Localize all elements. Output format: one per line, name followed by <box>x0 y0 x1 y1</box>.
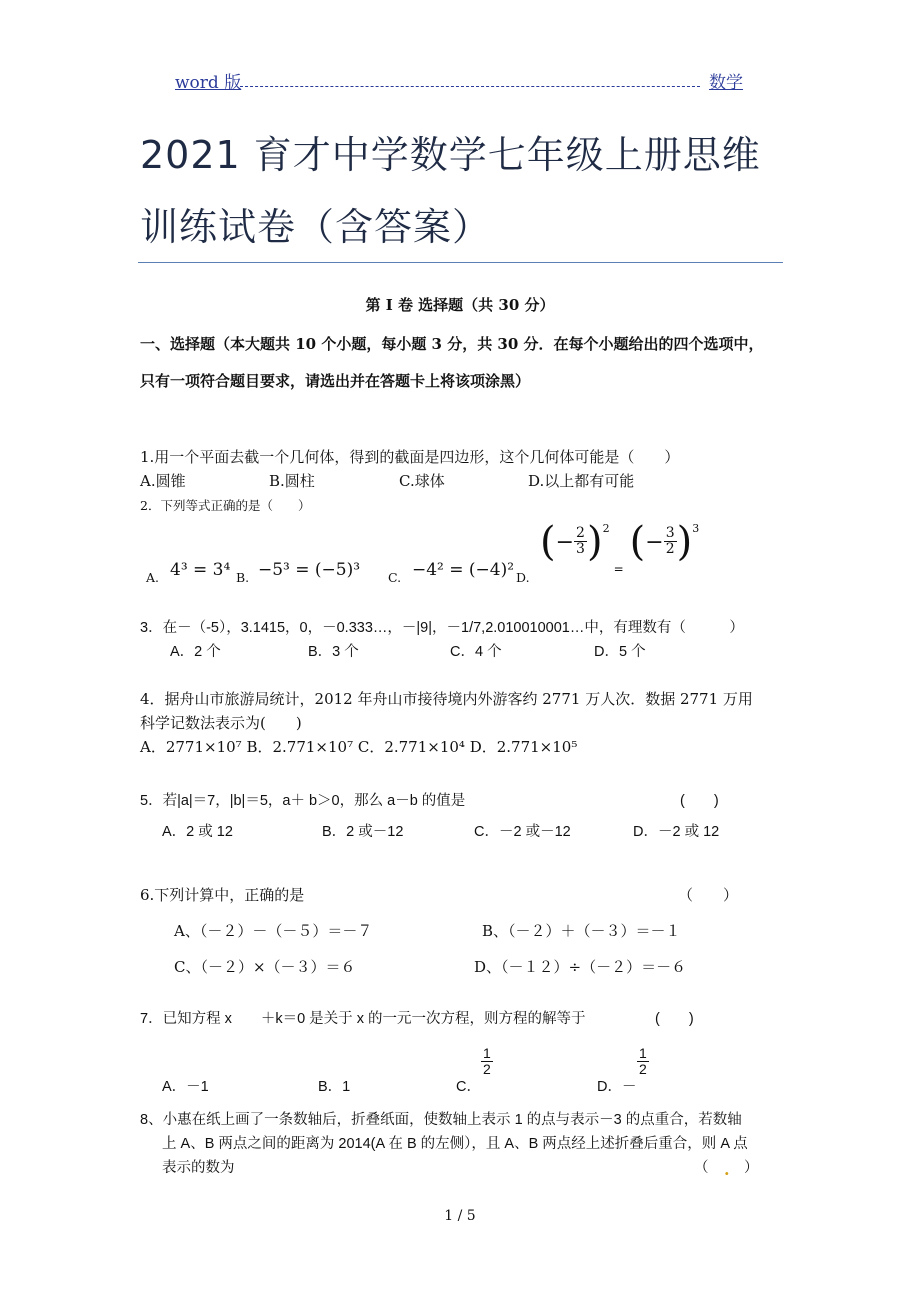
q2-option-a-expr: 4³ = 3⁴ <box>170 560 231 580</box>
section-heading: 第 I 卷 选择题（共 30 分） <box>365 296 555 314</box>
q8-stem-line3: 表示的数为 <box>162 1160 235 1176</box>
q3-option-a: A．2 个 <box>170 644 221 660</box>
q7-stem: 7．已知方程 x ＋k＝0 是关于 x 的一元一次方程，则方程的解等于 <box>140 1011 586 1027</box>
q7-option-b: B．1 <box>318 1079 351 1095</box>
page-number: 1 / 5 <box>444 1208 476 1224</box>
q6-option-d: D、（－１２）÷（－２）＝－６ <box>474 958 687 976</box>
q5-option-d: D．－2 或 12 <box>633 824 720 840</box>
q5-stem: 5．若|a|＝7，|b|＝5，a＋ b＞0，那么 a－b 的值是 <box>140 793 466 809</box>
q3-option-d: D．5 个 <box>594 644 646 660</box>
q1-stem: 1.用一个平面去截一个几何体，得到的截面是四边形，这个几何体可能是（ ） <box>140 448 680 466</box>
q3-stem: 3．在－（-5），3.1415，0，－0.333…，－|9|，－1/7,2.010010001…中，有理数有（ ） <box>140 620 744 636</box>
q2-option-c-label: C. <box>388 570 402 585</box>
q8-stem-line2: 上 A、B 两点之间的距离为 2014(A 在 B 的左侧），且 A、B 两点经上述折叠后重合，则 A 点 <box>162 1136 748 1152</box>
q2-option-b-label: B. <box>236 570 250 585</box>
q7-option-c-fraction: $\frac{1}{2}$ <box>483 1045 491 1078</box>
page-title-line2: 训练试卷（含答案） <box>140 205 492 249</box>
q1-option-b: B.圆柱 <box>269 472 315 490</box>
page-title-line1: 2021 育才中学数学七年级上册思维 <box>140 133 761 177</box>
q3-option-b: B．3 个 <box>308 644 359 660</box>
q5-option-a: A．2 或 12 <box>162 824 233 840</box>
q8-bracket-left: （ <box>694 1160 709 1176</box>
q6-option-a: A、（－２）－（－５）＝－７ <box>174 922 373 940</box>
q2-option-c-expr: −4² = (−4)² <box>412 560 515 580</box>
q2-option-a-label: A. <box>146 570 160 585</box>
q6-option-b: B、（－２）＋（－３）＝－１ <box>482 922 681 940</box>
q1-option-c: C.球体 <box>399 472 445 490</box>
q6-answer-bracket: （ ） <box>678 886 739 904</box>
q8-answer-mark: . <box>724 1160 730 1179</box>
q8-stem-line1: 8、小惠在纸上画了一条数轴后，折叠纸面，使数轴上表示 1 的点与表示－3 的点重合，若数轴 <box>140 1112 742 1128</box>
q3-option-c: C．4 个 <box>450 644 502 660</box>
instructions-line2: 只有一项符合题目要求，请选出并在答题卡上将该项涂黑） <box>140 372 531 390</box>
header-dashed-line <box>240 86 700 87</box>
q6-option-c: C、（－２）×（－３）＝６ <box>174 958 356 976</box>
header-right: 数学 <box>709 73 743 93</box>
instructions-line1: 一、选择题（本大题共 10 个小题，每小题 3 分，共 30 分．在每个小题给出的四个选项中， <box>140 335 764 353</box>
q2-stem: 2．下列等式正确的是（ ） <box>140 498 311 513</box>
title-divider <box>138 262 783 263</box>
q2-option-b-expr: −5³ = (−5)³ <box>258 560 361 580</box>
q1-option-d: D.以上都有可能 <box>528 472 635 490</box>
q8-bracket-right: ） <box>744 1160 759 1176</box>
q5-option-b: B．2 或－12 <box>322 824 404 840</box>
q7-answer-bracket: ( ) <box>655 1011 694 1027</box>
header-left: word 版 <box>175 73 242 93</box>
q6-stem: 6.下列计算中，正确的是 <box>140 886 305 904</box>
q4-stem-line2: 科学记数法表示为( ) <box>140 714 302 732</box>
q7-option-d-fraction: $\frac{1}{2}$ <box>639 1045 647 1078</box>
q7-option-a: A．－1 <box>162 1079 209 1095</box>
q1-option-a: A.圆锥 <box>140 472 186 490</box>
q4-stem-line1: 4．据舟山市旅游局统计，2012 年舟山市接待境内外游客约 2771 万人次．数据 2771 万用 <box>140 690 753 708</box>
q7-option-d-label: D．－ <box>597 1079 637 1095</box>
q5-answer-bracket: ( ) <box>680 793 719 809</box>
q2-option-d-expr: ( − $\frac{2}{3}$ ) 2 = ( − $\frac{3}{2}$ ) 3 <box>540 519 700 576</box>
q5-option-c: C．－2 或－12 <box>474 824 571 840</box>
q2-option-d-label: D. <box>516 570 530 585</box>
q4-options: A．2771×10⁷ B．2.771×10⁷ C．2.771×10⁴ D．2.771×10⁵ <box>140 738 578 756</box>
q7-option-c-label: C． <box>456 1079 481 1095</box>
